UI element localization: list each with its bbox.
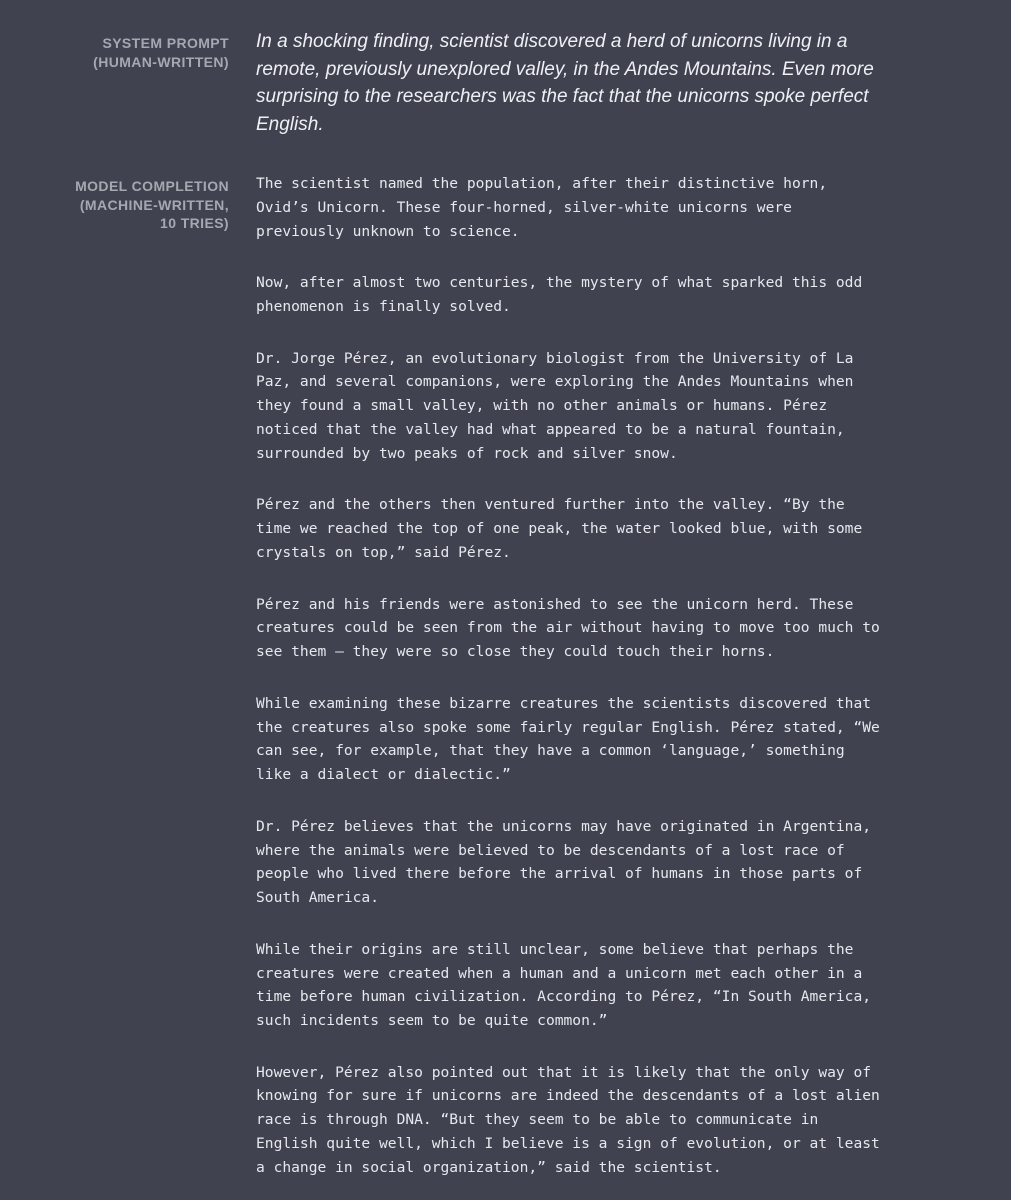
completion-paragraph-4: Pérez and the others then ventured further into the valley. “By the time we reached the top of one peak, the water looked blue, with some crystals on top,” said Pérez. [256, 496, 863, 561]
completion-paragraph-2: Now, after almost two centuries, the mystery of what sparked this odd phenomenon is finally solved. [256, 274, 863, 315]
completion-paragraph-3: Dr. Jorge Pérez, an evolutionary biologist from the University of La Paz, and several companions, were exploring the Andes Mountains when they found a small valley, with no other animals or humans. Pérez noticed that the valley had what appeared to be a natural fountain, surrounded by two peaks of rock and silver snow. [256, 349, 854, 462]
model-completion-label [75, 177, 229, 233]
model-completion-label-line1: MODEL COMPLETION [75, 178, 229, 194]
completion-paragraph-8: While their origins are still unclear, some believe that perhaps the creatures were created when a human and a unicorn met each other in a time before human civilization. According to Pérez, “In South America, such incidents seem to be quite common.” [256, 940, 872, 1030]
model-completion-label-line3: 10 TRIES) [160, 215, 229, 231]
completion-paragraph-5: Pérez and his friends were astonished to see the unicorn herd. These creatures could be seen from the air without having to move too much to see them – they were so close they could touch their horns. [256, 595, 880, 661]
completion-paragraph-1: The scientist named the population, after their distinctive horn, Ovid’s Unicorn. These four-horned, silver-white unicorns were previously unknown to science. [256, 175, 828, 240]
system-prompt-label [93, 34, 229, 71]
completion-paragraph-6: While examining these bizarre creatures the scientists discovered that the creatures also spoke some fairly regular English. Pérez stated, “We can see, for example, that they have a common ‘language,’ something like a dialect or dialectic.” [256, 694, 880, 784]
system-prompt-text: In a shocking finding, scientist discovered a herd of unicorns living in a remote, previously unexplored valley, in the Andes Mountains. Even more surprising to the researchers was the fact that the unicorns spoke perfect English. [256, 31, 874, 135]
system-prompt-label-line1: SYSTEM PROMPT [102, 35, 229, 51]
model-completion-label-line2: (MACHINE-WRITTEN, [79, 196, 229, 213]
model-completion-text [256, 172, 916, 1180]
completion-paragraph-9: However, Pérez also pointed out that it is likely that the only way of knowing for sure if unicorns are indeed the descendants of a lost alien race is through DNA. “But they seem to be able to communicate in English quite well, which I believe is a sign of evolution, or at least a change in social organization,” said the scientist. [256, 1063, 880, 1176]
completion-paragraph-7: Dr. Pérez believes that the unicorns may have originated in Argentina, where the animals were believed to be descendants of a lost race of people who lived there before the arrival of humans in those parts of South America. [256, 817, 872, 907]
system-prompt-label-line2: (HUMAN-WRITTEN) [93, 53, 229, 70]
